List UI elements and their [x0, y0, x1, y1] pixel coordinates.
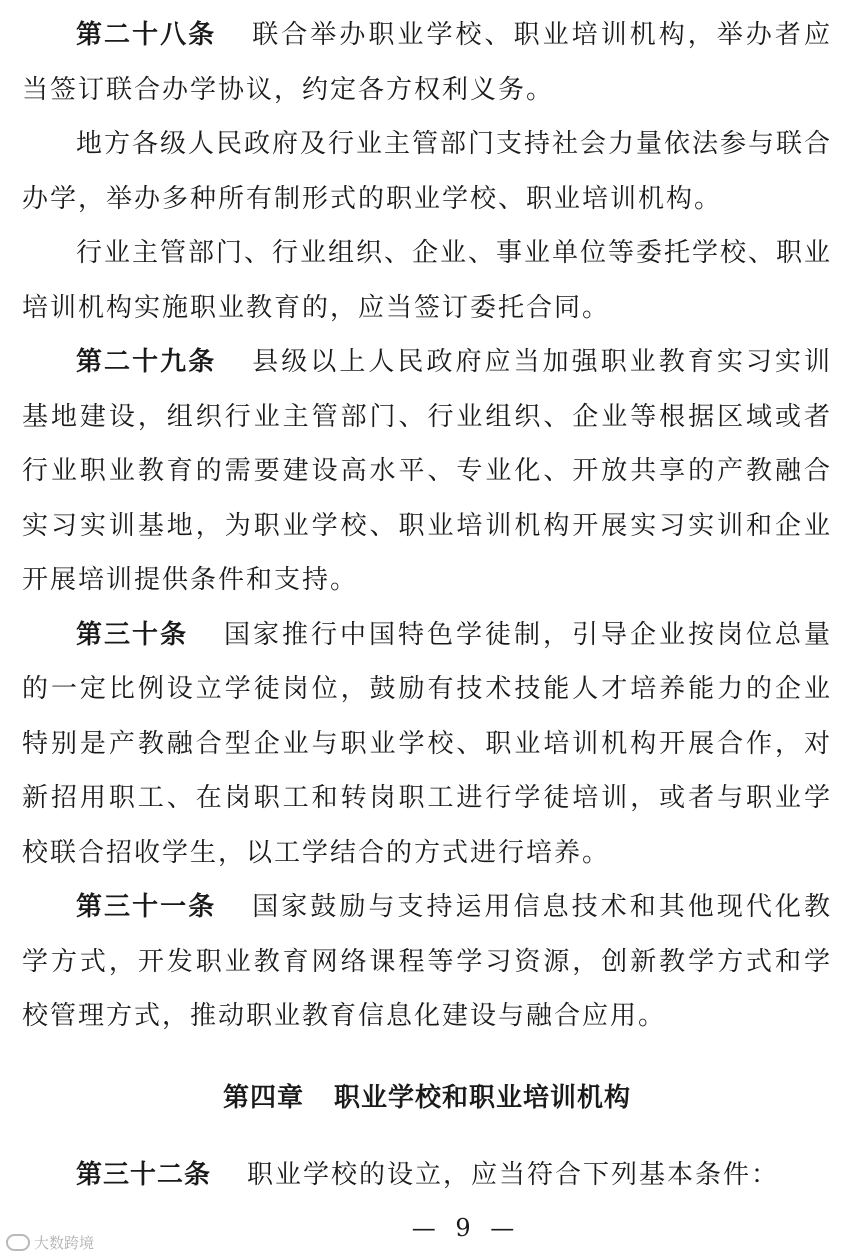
article-31-para-1 — [22, 880, 832, 1044]
article-text: 国家推行中国特色学徒制，引导企业按岗位总量的一定比例设立学徒岗位，鼓励有技术技能人才培养能力的企业特别是产教融合型企业与职业学校、职业培训机构开展合作，对新招用职工、在岗职工和转岗职工进行学徒培训，或者与职业学校联合招收学生，以工学结合的方式进行培养。 — [22, 619, 832, 868]
article-28-para-1 — [22, 8, 832, 117]
article-heading: 第三十条 — [76, 619, 188, 650]
article-30-para-1 — [22, 608, 832, 881]
article-heading: 第三十二条 — [76, 1159, 212, 1190]
article-heading: 第三十一条 — [76, 892, 217, 922]
watermark — [6, 1232, 94, 1253]
article-text: 县级以上人民政府应当加强职业教育实习实训基地建设，组织行业主管部门、行业组织、企业等根据区域或者行业职业教育的需要建设高水平、专业化、开放共享的产教融合实习实训基地，为职业学校、职业培训机构开展实习实训和企业开展培训提供条件和支持。 — [22, 347, 832, 595]
article-28-para-2: 地方各级人民政府及行业主管部门支持社会力量依法参与联合办学，举办多种所有制形式的职业学校、职业培训机构。 — [22, 129, 833, 214]
article-29-para-1 — [22, 335, 832, 608]
document-page — [22, 8, 832, 1202]
page-number: — 9 — — [411, 1214, 521, 1242]
article-28-para-3: 行业主管部门、行业组织、企业、事业单位等委托学校、职业培训机构实施职业教育的，应当签订委托合同。 — [22, 238, 833, 323]
chapter-title: 职业学校和职业培训机构 — [334, 1082, 632, 1113]
article-heading: 第二十九条 — [76, 347, 217, 377]
chapter-heading — [22, 1071, 832, 1125]
watermark-text: 大数跨境 — [34, 1234, 95, 1252]
article-text: 职业学校的设立，应当符合下列基本条件： — [247, 1159, 780, 1190]
watermark-logo-icon — [6, 1234, 30, 1251]
article-heading: 第二十八条 — [76, 20, 217, 50]
article-32-para-1 — [22, 1148, 832, 1203]
article-text: 联合举办职业学校、职业培训机构，举办者应当签订联合办学协议，约定各方权利义务。 — [22, 20, 832, 105]
article-text: 国家鼓励与支持运用信息技术和其他现代化教学方式，开发职业教育网络课程等学习资源，创新教学方式和学校管理方式，推动职业教育信息化建设与融合应用。 — [22, 892, 832, 1031]
chapter-number: 第四章 — [222, 1082, 304, 1113]
